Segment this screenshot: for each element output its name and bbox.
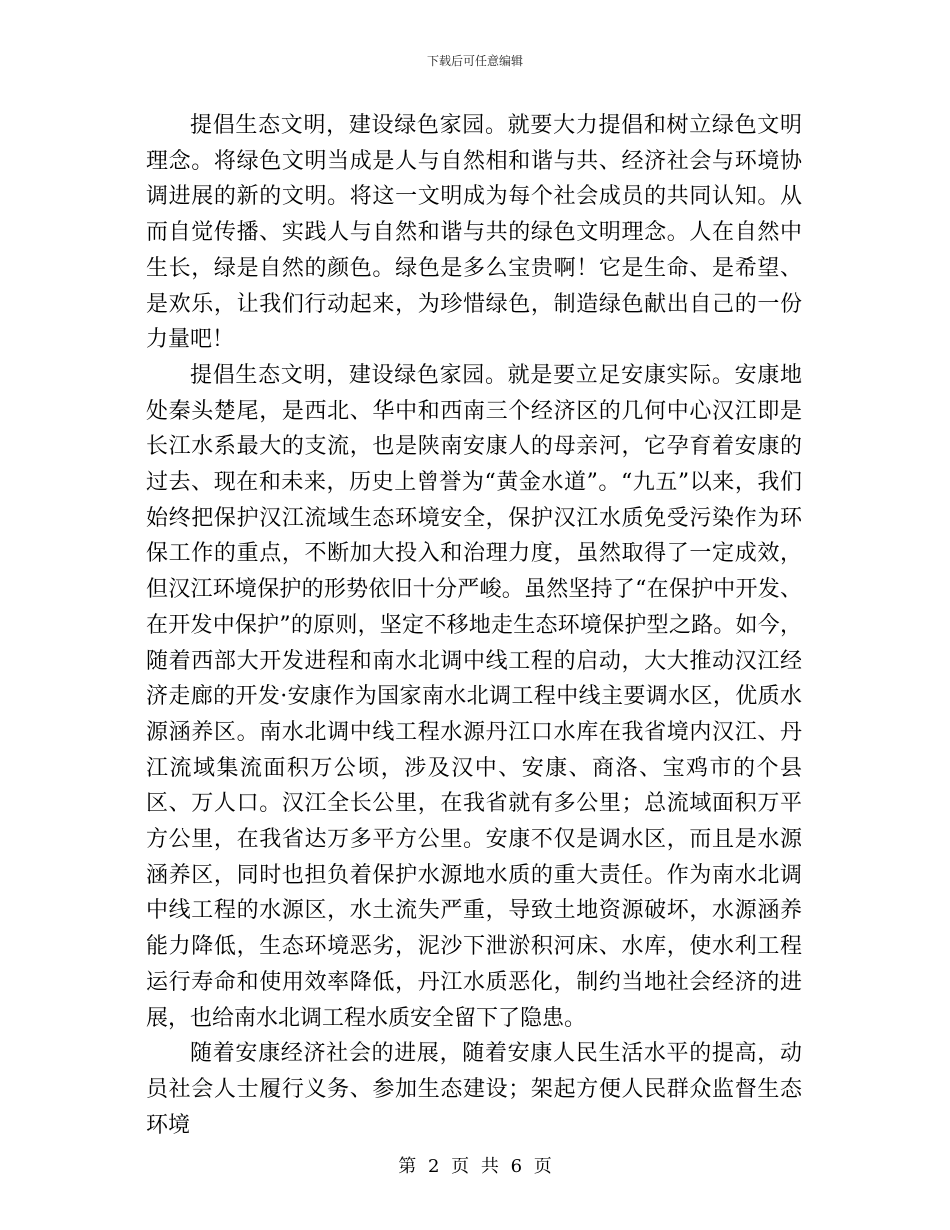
paragraph: 随着安康经济社会的进展，随着安康人民生活水平的提高，动员社会人士履行义务、参加生态建设；架起方便人民群众监督生态环境 bbox=[146, 1041, 802, 1138]
page-header: 下载后可任意编辑 bbox=[426, 54, 523, 68]
page-number-footer: 第 2 页 共 6 页 bbox=[398, 1156, 552, 1177]
paragraph: 提倡生态文明，建设绿色家园。就要大力提倡和树立绿色文明理念。将绿色文明当成是人与自然相和谐与共、经济社会与环境协调进展的新的文明。将这一文明成为每个社会成员的共同认知。从而自觉传播、实践人与自然和谐与共的绿色文明理念。人在自然中生长，绿是自然的颜色。绿色是多么宝贵啊！它是生命、是希望、是欢乐，让我们行动起来，为珍惜绿色，制造绿色献出自己的一份力量吧！ bbox=[146, 113, 802, 353]
document-body bbox=[146, 108, 802, 1143]
paragraph: 提倡生态文明，建设绿色家园。就是要立足安康实际。安康地处秦头楚尾，是西北、华中和西南三个经济区的几何中心汉江即是长江水系最大的支流，也是陕南安康人的母亲河，它孕育着安康的过去、现在和未来，历史上曾誉为“黄金水道”。“九五”以来，我们始终把保护汉江流域生态环境安全，保护汉江水质免受污染作为环保工作的重点，不断加大投入和治理力度，虽然取得了一定成效，但汉江环境保护的形势依旧十分严峻。虽然坚持了“在保护中开发、在开发中保护”的原则，坚定不移地走生态环境保护型之路。如今，随着西部大开发进程和南水北调中线工程的启动，大大推动汉江经济走廊的开发·安康作为国家南水北调工程中线主要调水区，优质水源涵养区。南水北调中线工程水源丹江口水库在我省境内汉江、丹江流域集流面积万公顷，涉及汉中、安康、商洛、宝鸡市的个县区、万人口。汉江全长公里，在我省就有多公里；总流域面积万平方公里，在我省达万多平方公里。安康不仅是调水区，而且是水源涵养区，同时也担负着保护水源地水质的重大责任。作为南水北调中线工程的水源区，水土流失严重，导致土地资源破坏，水源涵养能力降低，生态环境恶劣，泥沙下泄淤积河床、水库，使水利工程运行寿命和使用效率降低，丹江水质恶化，制约当地社会经济的进展，也给南水北调工程水质安全留下了隐患。 bbox=[146, 362, 802, 1031]
